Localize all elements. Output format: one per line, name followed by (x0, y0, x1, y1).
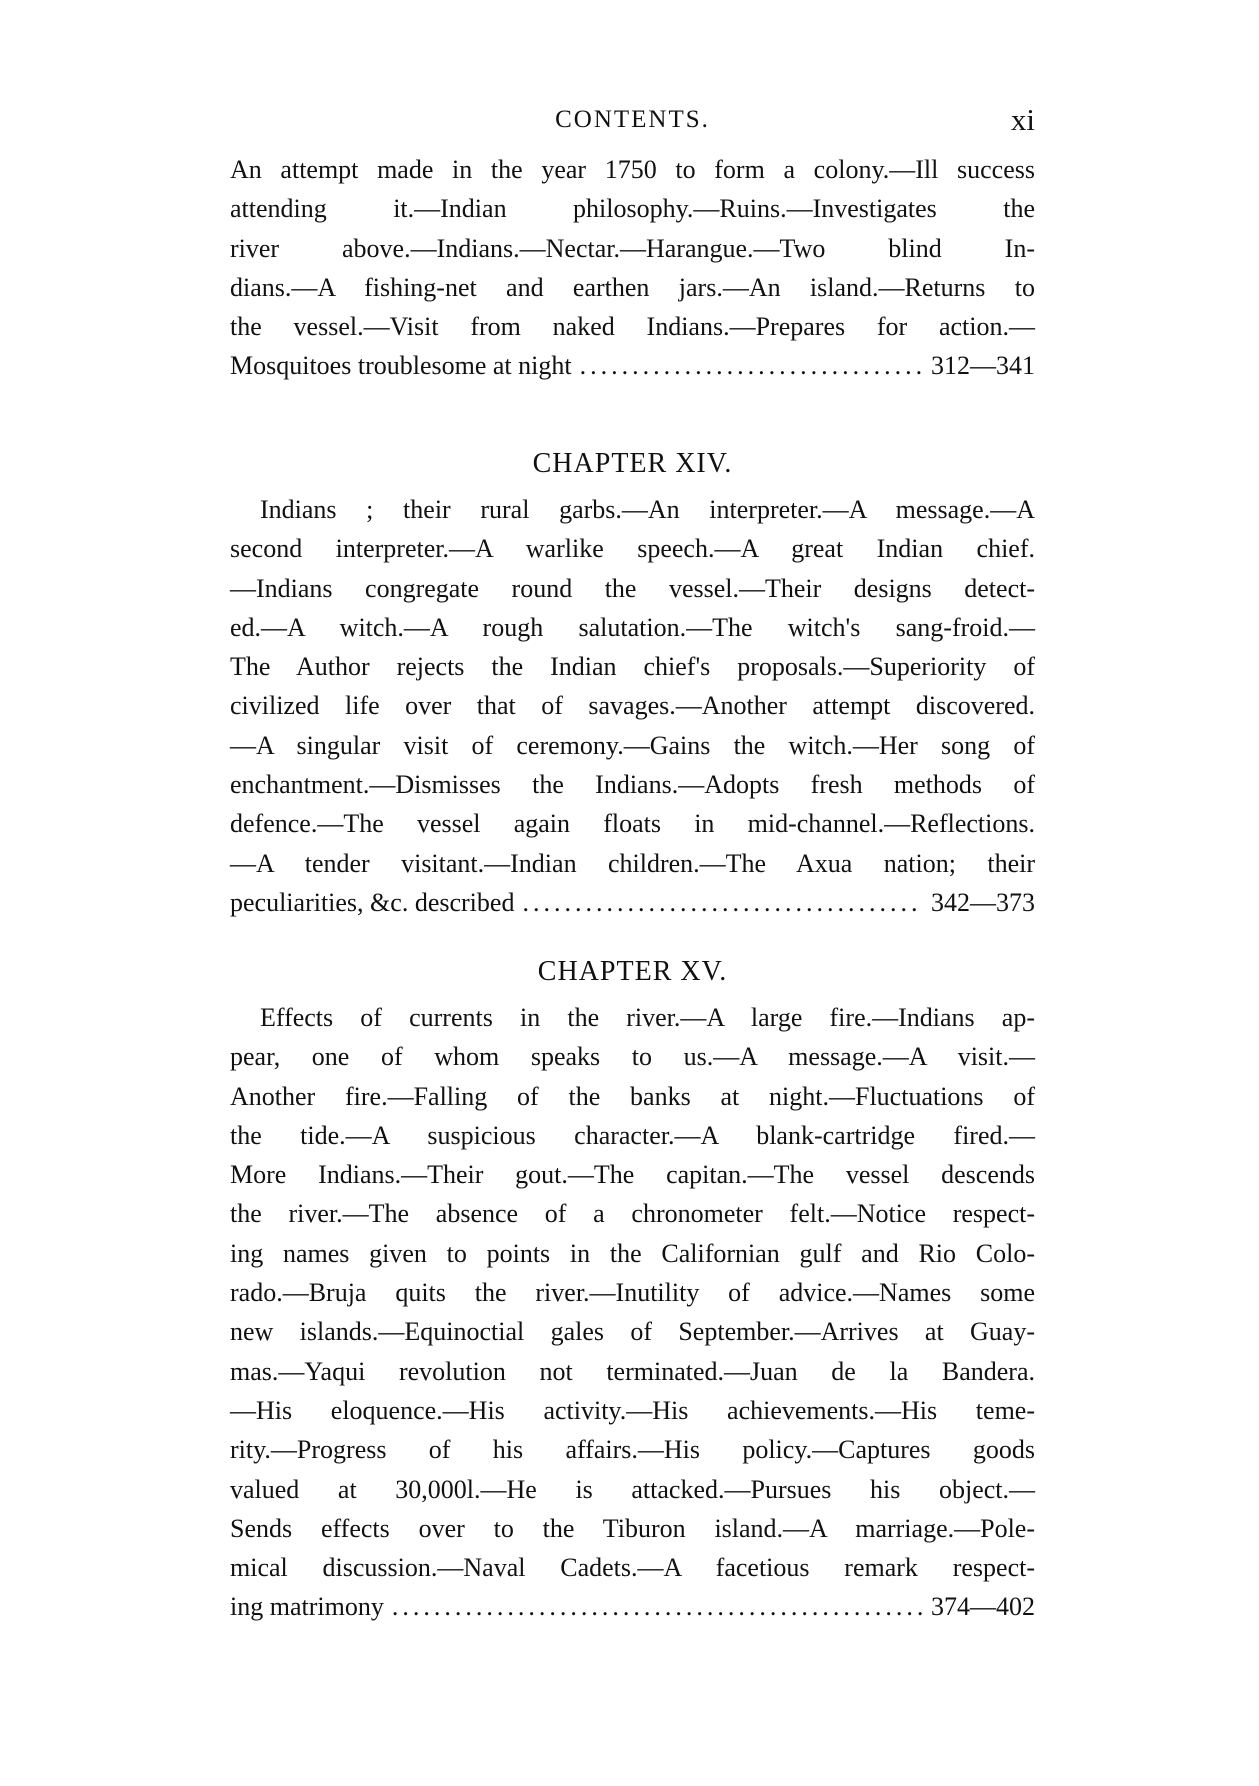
synopsis-line: dians.—A fishing-net and earthen jars.—An island.—Returns to (230, 272, 1035, 302)
synopsis-line: pear, one of whom speaks to us.—A message.—A visit.— (230, 1042, 1035, 1072)
synopsis-line: attending it.—Indian philosophy.—Ruins.—Investigates the (230, 194, 1035, 224)
synopsis-line: mical discussion.—Naval Cadets.—A facetious remark respect- (230, 1553, 1035, 1583)
chapter-15-synopsis (230, 998, 1035, 1627)
page-range: 374—402 (931, 1592, 1035, 1622)
synopsis-line: More Indians.—Their gout.—The capitan.—The vessel descends (230, 1160, 1035, 1190)
running-head (230, 100, 1035, 140)
page-range: 312—341 (931, 351, 1035, 381)
synopsis-line: the vessel.—Visit from naked Indians.—Prepares for action.— (230, 312, 1035, 342)
dot-leader (580, 346, 923, 385)
synopsis-line: Another fire.—Falling of the banks at night.—Fluctuations of (230, 1081, 1035, 1111)
synopsis-line: Indians ; their rural garbs.—An interpreter.—A message.—A (260, 495, 1035, 524)
synopsis-line: new islands.—Equinoctial gales of September.—Arrives at Guay- (230, 1317, 1035, 1347)
synopsis-last-line (230, 1587, 1035, 1626)
synopsis-last-line (230, 346, 1035, 385)
synopsis-line: enchantment.—Dismisses the Indians.—Adopts fresh methods of (230, 770, 1035, 800)
synopsis-line: —His eloquence.—His activity.—His achievements.—His teme- (230, 1395, 1035, 1425)
synopsis-line-text: peculiarities, &c. described (230, 887, 515, 917)
chapter-13-synopsis (230, 150, 1035, 386)
page-number: xi (1010, 102, 1035, 137)
synopsis-line: rity.—Progress of his affairs.—His policy.—Captures goods (230, 1435, 1035, 1465)
synopsis-last-line (230, 883, 1035, 922)
page-range: 342—373 (931, 887, 1035, 917)
synopsis-line: Effects of currents in the river.—A large fire.—Indians ap- (260, 1003, 1035, 1032)
synopsis-line: ing names given to points in the Californian gulf and Rio Colo- (230, 1238, 1035, 1268)
synopsis-line: second interpreter.—A warlike speech.—A great Indian chief. (230, 534, 1035, 564)
chapter-15-heading: CHAPTER XV. (537, 956, 728, 987)
chapter-14-heading: CHAPTER XIV. (532, 448, 733, 479)
synopsis-line-text: Mosquitoes troublesome at night (230, 351, 572, 381)
synopsis-line: An attempt made in the year 1750 to form a colony.—Ill success (230, 155, 1035, 184)
page-title: CONTENTS. (555, 106, 710, 133)
synopsis-line: —A tender visitant.—Indian children.—The Axua nation; their (230, 848, 1035, 878)
synopsis-line-text: ing matrimony (230, 1592, 384, 1622)
synopsis-line: civilized life over that of savages.—Another attempt discovered. (230, 691, 1035, 721)
dot-leader (522, 883, 923, 922)
synopsis-line: ed.—A witch.—A rough salutation.—The witch's sang-froid.— (230, 612, 1035, 642)
dot-leader (392, 1587, 923, 1626)
synopsis-line: rado.—Bruja quits the river.—Inutility of advice.—Names some (230, 1278, 1035, 1308)
synopsis-line: valued at 30,000l.—He is attacked.—Pursues his object.— (230, 1474, 1035, 1504)
synopsis-line: mas.—Yaqui revolution not terminated.—Juan de la Bandera. (230, 1356, 1035, 1386)
synopsis-line: defence.—The vessel again floats in mid-channel.—Reflections. (230, 809, 1035, 839)
synopsis-line: the river.—The absence of a chronometer felt.—Notice respect- (230, 1199, 1035, 1229)
synopsis-line: The Author rejects the Indian chief's proposals.—Superiority of (230, 652, 1035, 682)
synopsis-line: the tide.—A suspicious character.—A blank-cartridge fired.— (230, 1120, 1035, 1150)
chapter-14-synopsis (230, 490, 1035, 922)
synopsis-line: Sends effects over to the Tiburon island.—A marriage.—Pole- (230, 1513, 1035, 1543)
synopsis-line: —A singular visit of ceremony.—Gains the witch.—Her song of (230, 730, 1035, 760)
synopsis-line: river above.—Indians.—Nectar.—Harangue.—Two blind In- (230, 233, 1035, 263)
synopsis-line: —Indians congregate round the vessel.—Their designs detect- (230, 573, 1035, 603)
